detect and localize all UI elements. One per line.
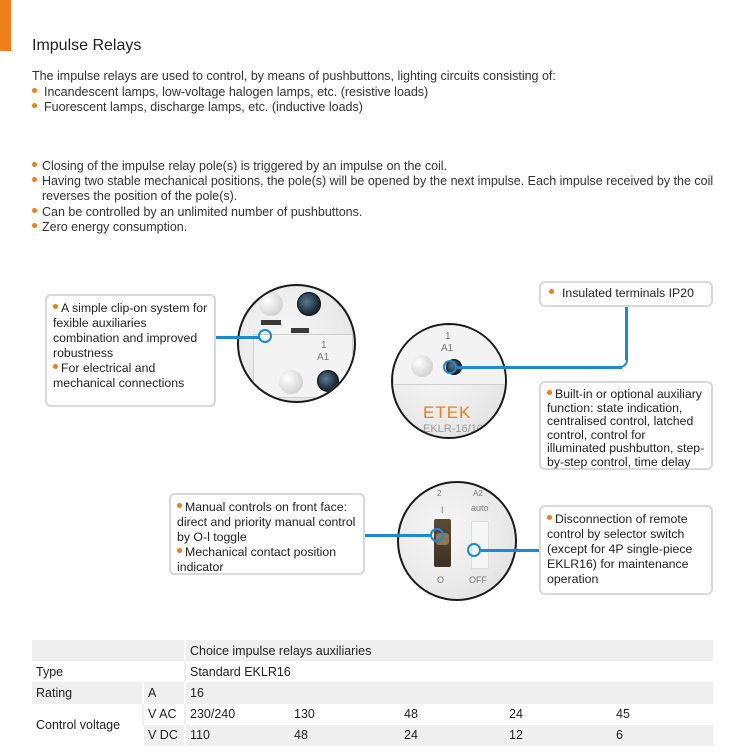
device-closeup-terminals [391, 323, 507, 439]
bullet-icon [32, 88, 37, 93]
bullet-icon [177, 503, 182, 508]
connector-line [481, 549, 540, 552]
spec-table [32, 640, 713, 746]
table-row: V DC 110 48 24 12 6 [32, 725, 713, 746]
terminal-label: 1 [321, 340, 327, 351]
bullet-icon [53, 304, 58, 309]
connector-line [216, 336, 259, 339]
table-row: Rating A 16 [32, 682, 713, 703]
table-row: Type Standard EKLR16 [32, 661, 713, 682]
bullet-icon [547, 515, 552, 520]
bullet-icon [32, 177, 37, 182]
connector-line [457, 366, 622, 369]
device-closeup-clip-on [237, 284, 356, 403]
feature-item: Can be controlled by an unlimited number of pushbuttons. [32, 205, 722, 220]
features-list [32, 159, 722, 235]
knob-icon [411, 355, 433, 377]
table-header: Choice impulse relays auxiliaries [185, 640, 713, 661]
callout-auxiliary: Built-in or optional auxiliary function: state indication, centralised control, latched control, control for illuminated pushbutton, step-by-step control, time delay [539, 381, 713, 470]
bullet-icon [32, 162, 37, 167]
table-header-row [32, 640, 713, 661]
page-title: Impulse Relays [32, 37, 142, 54]
bullet-icon [177, 548, 182, 553]
callout-clip-on: A simple clip-on system for fexible auxiliaries combination and improved robustness For electrical and mechanical connections [45, 294, 216, 407]
intro-lead: The impulse relays are used to control, by means of pushbuttons, lighting circuits consisting of: [32, 69, 556, 83]
feature-item: Having two stable mechanical positions, the pole(s) will be opened by the next impulse. Each impulse received by the coil reverses the position of the pole(s). [32, 174, 722, 204]
bullet-icon [32, 223, 37, 228]
screw-icon [317, 370, 339, 392]
table-row: Control voltage V AC 230/240 130 48 24 45 [32, 704, 713, 725]
intro-section [32, 69, 556, 116]
connector-line [365, 534, 431, 537]
connector-corner [617, 357, 628, 368]
accent-bar [0, 0, 11, 51]
connector-line [625, 305, 628, 360]
screw-icon [297, 292, 321, 316]
pointer-ring [443, 360, 457, 374]
knob-icon [259, 292, 283, 316]
terminal-label: A1 [317, 352, 330, 363]
pointer-ring [258, 329, 272, 343]
callout-manual-controls: Manual controls on front face: direct and priority manual control by O-l toggle Mechanical contact position indicator [169, 493, 365, 575]
bullet-icon [53, 364, 58, 369]
feature-item: Zero energy consumption. [32, 220, 722, 235]
intro-item: Incandescent lamps, low-voltage halogen lamps, etc. (resistive loads) [32, 85, 556, 101]
model-label: EKLR-16/10 [423, 423, 483, 435]
knob-icon [279, 370, 303, 394]
callout-terminals: Insulated terminals IP20 [539, 281, 713, 307]
intro-item: Fuorescent lamps, discharge lamps, etc. (inductive loads) [32, 100, 556, 116]
device-closeup-manual-controls: 2 A2 I auto O OFF [397, 481, 517, 601]
terminal-label: A1 [441, 343, 454, 354]
bullet-icon [547, 390, 552, 395]
bullet-icon [549, 289, 554, 294]
pointer-ring [430, 528, 444, 542]
bullet-icon [32, 208, 37, 213]
brand-logo: ETEK [423, 403, 472, 422]
pointer-ring [467, 543, 481, 557]
feature-item: Closing of the impulse relay pole(s) is triggered by an impulse on the coil. [32, 159, 722, 174]
callout-disconnection: Disconnection of remote control by selector switch (except for 4P single-piece EKLR16) for maintenance operation [539, 505, 713, 595]
bullet-icon [32, 103, 37, 108]
terminal-label: 1 [445, 331, 451, 342]
